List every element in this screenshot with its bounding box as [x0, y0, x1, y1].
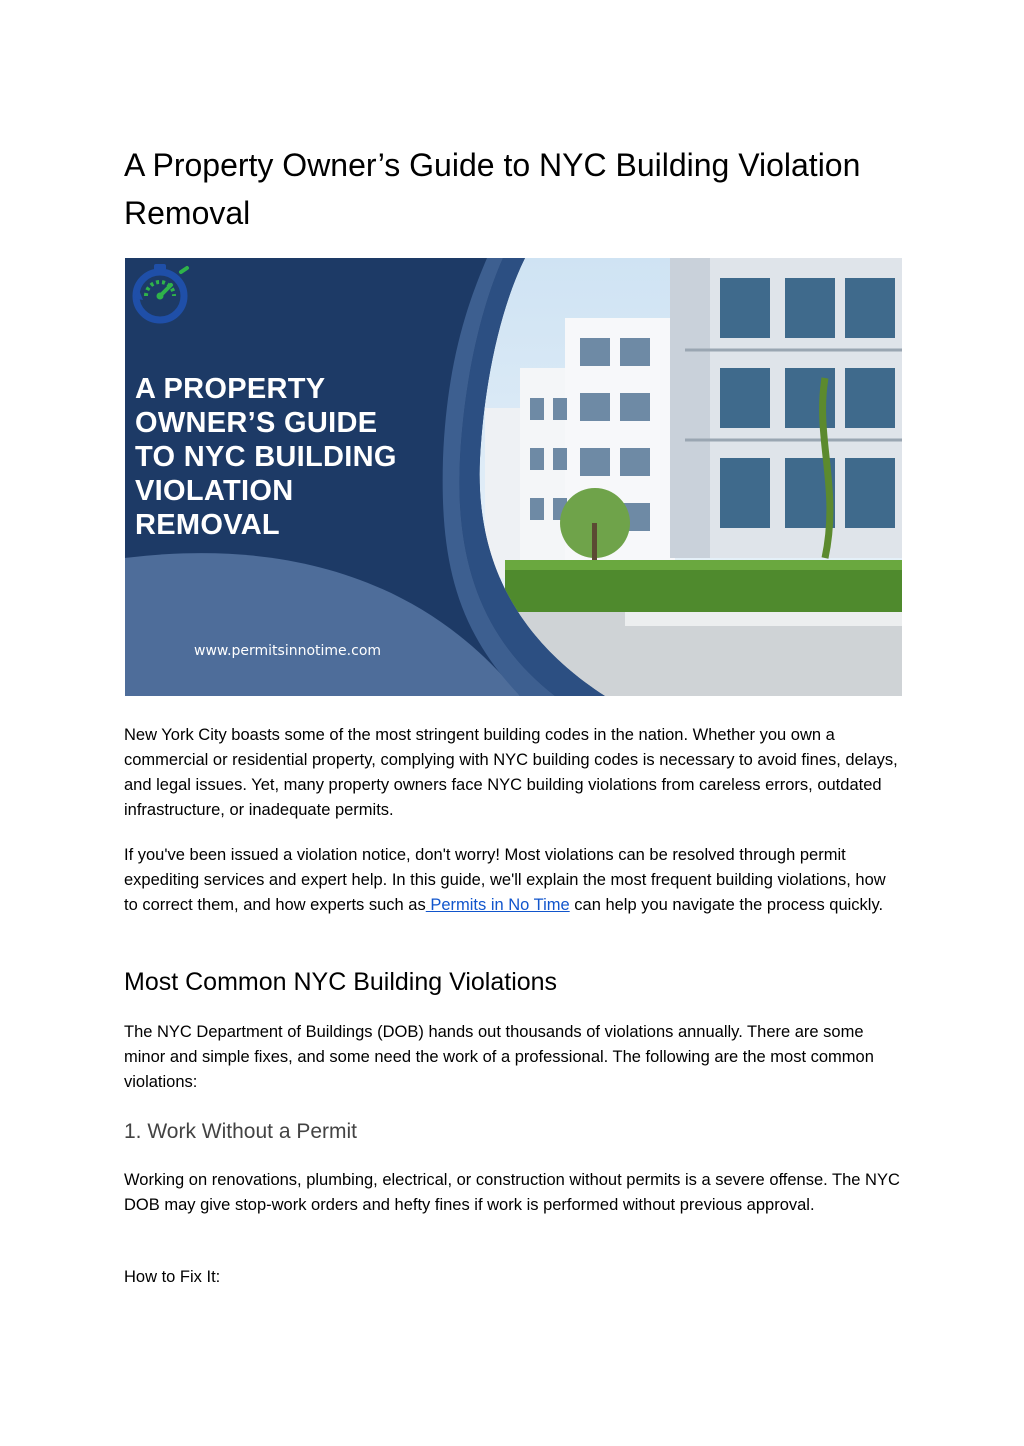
hero-heading-line: REMOVAL: [135, 509, 280, 541]
hero-heading-line: A PROPERTY: [135, 373, 326, 405]
hero-heading-line: TO NYC BUILDING: [135, 441, 397, 473]
section-heading: Most Common NYC Building Violations: [124, 968, 558, 996]
stopwatch-icon: [125, 258, 195, 328]
section-paragraph: The NYC Department of Buildings (DOB) hands out thousands of violations annually. There are some minor and simple fixes, and some need the work of a professional. The following are the most common violations:: [124, 1023, 874, 1091]
subsection-heading: 1. Work Without a Permit: [124, 1120, 358, 1143]
notice-text-before: If you've been issued a violation notice, don't worry! Most violations can be resolved through permit expediting services and expert help. In this guide, we'll explain the most frequent building violations, how to correct them, and how experts such as: [124, 846, 886, 914]
hero-image: [125, 258, 902, 696]
hero-heading-line: VIOLATION: [135, 475, 294, 507]
document-title: A Property Owner’s Guide to NYC Building Violation Removal: [124, 147, 861, 231]
notice-paragraph: [124, 843, 904, 918]
hero-url: www.permitsinnotime.com: [194, 643, 382, 659]
subsection-paragraph: Working on renovations, plumbing, electrical, or construction without permits is a severe offense. The NYC DOB may give stop-work orders and hefty fines if work is performed without previous approval.: [124, 1171, 900, 1214]
hero-heading-line: OWNER’S GUIDE: [135, 407, 378, 439]
permits-in-no-time-link[interactable]: Permits in No Time: [425, 896, 570, 914]
intro-paragraph: New York City boasts some of the most stringent building codes in the nation. Whether you own a commercial or residential property, complying with NYC building codes is necessary to avoid fines, delays, and legal issues. Yet, many property owners face NYC building violations from careless errors, outdated infrastructure, or inadequate permits.: [124, 726, 898, 819]
hero-heading: [135, 372, 465, 542]
notice-text-after: can help you navigate the process quickly.: [569, 896, 884, 914]
how-to-fix-label: How to Fix It:: [124, 1268, 221, 1286]
